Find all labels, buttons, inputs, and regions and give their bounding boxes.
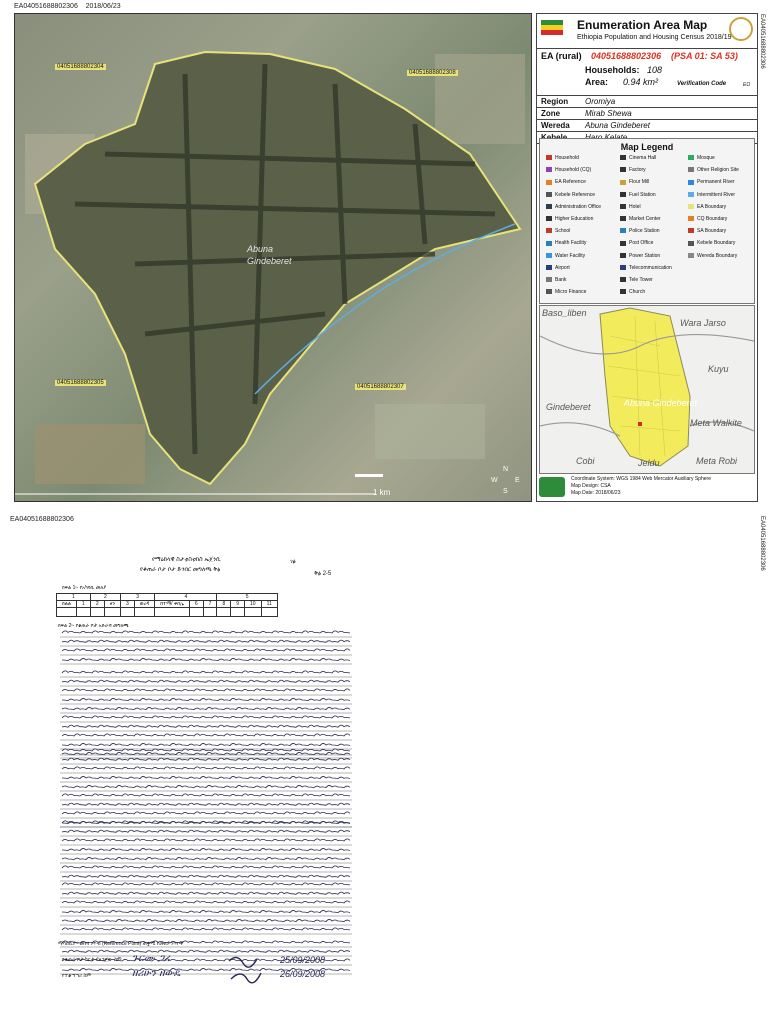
legend-item <box>688 167 739 173</box>
table-value-cell <box>57 608 77 617</box>
legend-label: Kebele Reference <box>555 191 596 198</box>
neighbor-code: 04051688802304 <box>57 64 104 70</box>
legend-label: Cinema Hall <box>629 155 657 161</box>
inset-label: Jeldu <box>638 458 660 468</box>
table-value-cell <box>104 608 120 617</box>
legend-symbol-icon <box>688 180 694 185</box>
legend-label: Mosque <box>697 155 715 161</box>
inset-label: Gindeberet <box>546 402 591 412</box>
handwriting-stroke <box>62 776 350 778</box>
table-header-cell: 3 <box>120 594 154 601</box>
legend-item <box>546 179 586 185</box>
map-title: Enumeration Area Map <box>577 18 708 32</box>
legend-item <box>546 216 593 222</box>
handwriting-stroke <box>62 707 350 709</box>
table-header-cell: 4 <box>155 594 217 601</box>
handwriting-stroke <box>62 649 350 651</box>
handwriting-stroke <box>62 901 350 903</box>
handwriting-stroke <box>62 875 350 877</box>
handwriting-stroke <box>62 848 350 850</box>
location-id-table <box>56 593 278 617</box>
legend-item <box>546 277 566 283</box>
inset-label: Wara Jarso <box>680 318 726 328</box>
table-col-cell: 3 <box>120 601 134 608</box>
handwriting-stroke <box>62 752 350 754</box>
handwriting-stroke <box>62 758 350 760</box>
handwriting-stroke <box>62 743 350 745</box>
table-value-cell <box>77 608 91 617</box>
table-col-cell: 11 <box>261 601 277 608</box>
legend-label: EA Reference <box>555 179 586 186</box>
legend-label: Power Station <box>629 252 661 259</box>
signature-name-1: ጉርሙ ጋረ <box>132 953 170 964</box>
legend-label: School <box>555 228 571 235</box>
legend-label: Tele Tower <box>629 277 653 283</box>
legend-item <box>546 289 586 295</box>
csa-footer-logo-icon <box>539 477 565 497</box>
table-value-cell <box>155 608 190 617</box>
legend-symbol-icon <box>688 204 694 209</box>
table-header-cell: 2 <box>90 594 120 601</box>
legend-item <box>546 240 586 246</box>
handwriting-stroke <box>62 725 350 727</box>
table-value-cell <box>90 608 104 617</box>
table-value-cell <box>231 608 245 617</box>
legend-symbol-icon <box>620 216 626 221</box>
handwriting-stroke <box>62 950 350 952</box>
ea-code-header: EA04051688802306 2018/06/23 <box>14 3 121 10</box>
ea-name-label-2: Gindeberet <box>247 256 292 266</box>
legend-symbol-icon <box>620 265 626 270</box>
reference-note: ማሳሰቢያ፡- መነሻ ነጥብ (Reference Point) ጠቋሚ የመለያ ነጥቦች <box>58 941 184 947</box>
legend-label: Church <box>629 289 646 296</box>
table-col-cell: 8 <box>217 601 231 608</box>
legend-label: Health Facility <box>555 240 587 247</box>
info-row-wereda: Wereda Abuna Gindeberet <box>537 120 757 132</box>
legend-symbol-icon <box>688 216 694 221</box>
legend-symbol-icon <box>546 289 552 294</box>
legend-symbol-icon <box>620 241 626 246</box>
legend-item <box>688 240 735 246</box>
area-value: 0.94 km² <box>623 77 659 87</box>
legend-label: Higher Education <box>555 216 594 222</box>
legend-label: Permanent River <box>697 179 735 186</box>
handwriting-stroke <box>62 919 350 921</box>
legend-symbol-icon <box>620 277 626 282</box>
table-value-cell <box>217 608 231 617</box>
ea-name-label-1: Abuna <box>247 244 274 254</box>
legend-symbol-icon <box>546 216 552 221</box>
handwriting-stroke <box>62 839 350 841</box>
legend-item <box>620 192 656 198</box>
legend-symbol-icon <box>546 155 552 160</box>
table-col-cell: 7 <box>203 601 217 608</box>
legend-item <box>546 155 579 161</box>
legend-symbol-icon <box>688 192 694 197</box>
boundary-description-form <box>22 545 762 1024</box>
map-legend <box>539 138 755 304</box>
info-row-zone: Zone Mirab Shewa <box>537 108 757 120</box>
inset-label: Kuyu <box>708 364 729 374</box>
legend-symbol-icon <box>546 228 552 233</box>
neighbor-code: 04051688802308 <box>409 70 456 76</box>
footer-line: Map Date: 2018/06/23 <box>571 490 621 496</box>
legend-label: Water Facility <box>555 252 586 259</box>
handwriting-stroke <box>62 716 350 718</box>
table-col-cell: ከተማ/ ቀበሌ <box>155 601 190 608</box>
legend-item <box>620 265 672 271</box>
map-info-panel <box>536 13 758 502</box>
legend-label: Post Office <box>629 240 654 247</box>
panel-title-row <box>537 14 757 49</box>
legend-symbol-icon <box>620 204 626 209</box>
neighbor-code: 04051688802307 <box>357 384 404 390</box>
ea-code: 04051688802306 <box>591 51 662 61</box>
legend-symbol-icon <box>688 155 694 160</box>
legend-item <box>620 253 660 259</box>
ea-code-footer: EA04051688802306 <box>10 516 74 523</box>
legend-label: EA Boundary <box>697 203 727 210</box>
table-value-cell <box>203 608 217 617</box>
handwriting-stroke <box>62 658 350 660</box>
legend-item <box>620 179 649 185</box>
legend-label: Hotel <box>629 203 641 210</box>
handwritten-description <box>52 629 372 989</box>
legend-label: Factory <box>629 167 646 174</box>
legend-label: Airport <box>555 264 570 271</box>
legend-label: Telecommunication <box>629 264 672 271</box>
ethiopia-flag-icon <box>541 20 563 35</box>
legend-symbol-icon <box>688 241 694 246</box>
legend-item <box>688 204 726 210</box>
handwriting-stroke <box>62 883 350 885</box>
legend-label: Household <box>555 155 579 161</box>
legend-label: Micro Finance <box>555 289 587 296</box>
compass-icon: N E S W <box>491 466 520 495</box>
footer-line: Coordinate System: WGS 1984 Web Mercator Auxiliary Sphere <box>571 476 711 482</box>
legend-item <box>688 228 726 234</box>
legend-symbol-icon <box>620 180 626 185</box>
legend-symbol-icon <box>620 253 626 258</box>
legend-symbol-icon <box>546 253 552 258</box>
table-col-cell: ዞን <box>104 601 120 608</box>
legend-label: Bank <box>555 277 567 283</box>
scale-label: 1 km <box>373 488 391 497</box>
legend-item <box>688 192 735 198</box>
signature-scribble-icon <box>227 951 267 985</box>
handwriting-stroke <box>62 803 350 805</box>
legend-item <box>546 228 570 234</box>
handwriting-stroke <box>62 910 350 912</box>
legend-item <box>688 216 727 222</box>
legend-symbol-icon <box>688 167 694 172</box>
legend-item <box>546 265 570 271</box>
handwriting-stroke <box>62 812 350 814</box>
map-subtitle: Ethiopia Population and Housing Census 2018/19 <box>577 34 732 41</box>
handwriting-stroke <box>62 680 350 682</box>
handwriting-stroke <box>62 689 350 691</box>
legend-symbol-icon <box>546 241 552 246</box>
legend-symbol-icon <box>546 277 552 282</box>
households-value: 108 <box>647 65 663 75</box>
legend-label: Administration Office <box>555 203 602 210</box>
legend-symbol-icon <box>620 192 626 197</box>
legend-label: Police Station <box>629 228 660 235</box>
inset-graphics <box>540 306 754 473</box>
legend-label: Household (CQ) <box>555 167 592 174</box>
legend-title: Map Legend <box>620 142 674 152</box>
table-header-cell: 1 <box>57 594 91 601</box>
handwriting-stroke <box>62 734 350 736</box>
signature-label-1: የቆጠራ ቦታ ካርታ ያዘጋጀው ስም <box>62 957 122 963</box>
table-value-cell <box>245 608 262 617</box>
legend-symbol-icon <box>546 204 552 209</box>
legend-symbol-icon <box>688 253 694 258</box>
section-1-label: ክፍል 1፡- የአካባቢ መለያ <box>62 585 107 591</box>
handwriting-stroke <box>62 928 350 930</box>
signature-date-2: 26/09/2008 <box>280 969 326 979</box>
table-value-cell <box>189 608 203 617</box>
table-col-cell: ክልል <box>57 601 77 608</box>
legend-label: SA Boundary <box>697 228 727 235</box>
handwriting-stroke <box>62 830 350 832</box>
verification-value: EO <box>743 82 751 88</box>
table-col-cell: 6 <box>189 601 203 608</box>
side-code-top: EA04051688802306 <box>759 14 765 69</box>
form-page-prefix: ገፅ <box>290 559 296 565</box>
map-footer <box>539 475 753 499</box>
legend-label: CQ Boundary <box>697 216 728 222</box>
table-value-cell <box>120 608 134 617</box>
legend-label: Flour Mill <box>629 179 650 186</box>
legend-symbol-icon <box>620 228 626 233</box>
csa-logo-icon <box>729 17 753 41</box>
ea-summary <box>537 49 757 96</box>
table-value-cell <box>134 608 154 617</box>
handwriting-stroke <box>62 767 350 769</box>
legend-item <box>620 289 645 295</box>
legend-symbol-icon <box>688 228 694 233</box>
legend-label: Market Center <box>629 216 661 222</box>
handwriting-stroke <box>62 821 350 823</box>
psa-label: (PSA 01: SA 53) <box>671 51 738 61</box>
handwriting-stroke <box>62 631 350 633</box>
inset-label: Cobi <box>576 456 595 466</box>
legend-symbol-icon <box>620 155 626 160</box>
side-code-bottom: EA04051688802306 <box>759 516 765 571</box>
form-page-ref: ቅፅ 2-5 <box>314 571 332 577</box>
legend-label: Intermittent River <box>697 191 736 198</box>
legend-item <box>620 204 641 210</box>
legend-item <box>546 167 591 173</box>
signature-date-1: 25/09/2008 <box>280 955 326 965</box>
legend-label: Kebele Boundary <box>697 240 736 247</box>
legend-symbol-icon <box>546 265 552 270</box>
signature-name-2: ዘሪሁን ዘውዴ <box>132 968 181 979</box>
handwriting-stroke <box>62 640 350 642</box>
households-label: Households: <box>585 65 640 75</box>
table-col-cell: 10 <box>245 601 262 608</box>
info-row-region: Region Oromiya <box>537 96 757 108</box>
footer-line: Map Design: CSA <box>571 483 611 489</box>
handwriting-stroke <box>62 794 350 796</box>
handwriting-stroke <box>62 857 350 859</box>
signature-label-2: የተቆጣጣሪ ስም <box>62 973 92 979</box>
section-2-label: ክፍል 2፡- የቆጠራ ቦታ አድራሻ መግለጫ <box>58 623 129 629</box>
legend-item <box>546 192 595 198</box>
legend-item <box>620 155 656 161</box>
ea-type: EA (rural) <box>541 51 582 61</box>
handwriting-stroke <box>62 866 350 868</box>
legend-item <box>688 179 735 185</box>
legend-symbol-icon <box>620 167 626 172</box>
handwriting-stroke <box>62 892 350 894</box>
neighbor-code: 04051688802305 <box>57 380 104 386</box>
handwriting-stroke <box>62 698 350 700</box>
legend-item <box>620 228 660 234</box>
area-label: Area: <box>585 77 609 87</box>
legend-item <box>688 155 715 161</box>
handwriting-stroke <box>62 671 350 673</box>
location-inset-map <box>539 305 755 474</box>
table-col-cell: 9 <box>231 601 245 608</box>
legend-item <box>546 253 585 259</box>
inset-label: Abuna Gindeberet <box>624 398 698 408</box>
legend-symbol-icon <box>620 289 626 294</box>
handwriting-stroke <box>62 785 350 787</box>
legend-symbol-icon <box>546 192 552 197</box>
table-value-cell <box>261 608 277 617</box>
inset-label: Meta Walkite <box>690 418 742 428</box>
legend-item <box>620 216 661 222</box>
form-header-2: የቆጠራ ቦታ ቦታ ድንበር መግለጫ ቅፅ <box>140 567 221 573</box>
legend-item <box>620 167 646 173</box>
legend-label: Wereda Boundary <box>697 252 738 259</box>
verification-label: Verification Code <box>677 81 727 87</box>
legend-label: Fuel Station <box>629 191 656 198</box>
satellite-map[interactable] <box>14 13 532 502</box>
table-col-cell: 1 <box>77 601 91 608</box>
legend-item <box>620 240 653 246</box>
table-col-cell: 2 <box>90 601 104 608</box>
legend-item <box>546 204 601 210</box>
form-header-1: የማዕከላዊ ስታቲስቲክስ ኤጀንሲ <box>152 557 221 563</box>
table-header-cell: 5 <box>217 594 277 601</box>
table-col-cell: ወረዳ <box>134 601 154 608</box>
legend-symbol-icon <box>546 167 552 172</box>
inset-label: Meta Robi <box>696 456 738 466</box>
inset-label: Baso_liben <box>542 308 587 318</box>
legend-label: Other Religion Site <box>697 167 739 174</box>
legend-item <box>688 253 737 259</box>
legend-symbol-icon <box>546 180 552 185</box>
legend-item <box>620 277 653 283</box>
